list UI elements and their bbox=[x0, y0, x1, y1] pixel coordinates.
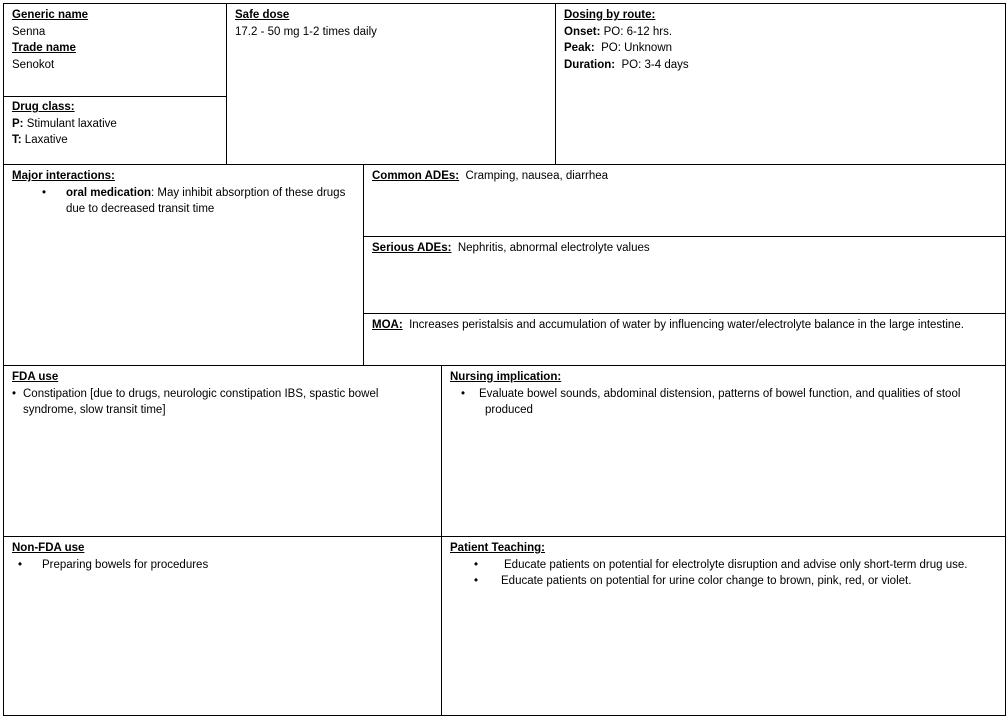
bullet-icon: • bbox=[474, 558, 479, 571]
generic-trade-cell bbox=[3, 3, 227, 97]
fda-use-cell bbox=[3, 365, 442, 537]
dosing-label: Dosing by route: bbox=[564, 9, 656, 21]
safe-dose-label: Safe dose bbox=[235, 9, 290, 21]
nursing-cell bbox=[441, 365, 1006, 537]
nursing-item: Evaluate bowel sounds, abdominal distension, patterns of bowel function, and qualities of stool produced bbox=[479, 387, 961, 416]
non-fda-use-list bbox=[12, 557, 433, 574]
bullet-icon: • bbox=[461, 387, 466, 400]
non-fda-use-cell bbox=[3, 536, 442, 716]
generic-name-label: Generic name bbox=[12, 9, 89, 21]
interaction-bold: oral medication bbox=[66, 186, 151, 199]
interactions-label: Major interactions: bbox=[12, 170, 115, 182]
onset-label: Onset: bbox=[564, 25, 601, 38]
common-ades-cell bbox=[363, 164, 1006, 237]
trade-name-label: Trade name bbox=[12, 42, 76, 54]
nursing-list bbox=[450, 386, 997, 419]
non-fda-use-item: Preparing bowels for procedures bbox=[42, 558, 209, 571]
nursing-label: Nursing implication: bbox=[450, 371, 562, 383]
list-item bbox=[12, 386, 433, 419]
list-item bbox=[12, 185, 355, 218]
list-item bbox=[450, 386, 997, 419]
duration-value: PO: 3-4 days bbox=[621, 58, 689, 71]
teaching-label: Patient Teaching: bbox=[450, 542, 545, 554]
onset-value: PO: 6-12 hrs. bbox=[603, 25, 673, 38]
drug-class-p-value: Stimulant laxative bbox=[26, 117, 117, 130]
drug-class-p-label: P: bbox=[12, 117, 24, 130]
peak-value: PO: Unknown bbox=[601, 42, 673, 54]
teaching-item-1: Educate patients on potential for electrolyte disruption and advise only short-term drug use. bbox=[504, 558, 968, 571]
teaching-item-2: Educate patients on potential for urine color change to brown, pink, red, or violet. bbox=[501, 575, 912, 587]
interactions-cell bbox=[3, 164, 364, 366]
serious-ades-value: Nephritis, abnormal electrolyte values bbox=[457, 242, 650, 254]
peak-label: Peak: bbox=[564, 42, 595, 54]
list-item bbox=[450, 573, 997, 590]
non-fda-use-label: Non-FDA use bbox=[12, 542, 85, 554]
trade-name-value: Senokot bbox=[12, 58, 55, 71]
teaching-cell bbox=[441, 536, 1006, 716]
duration-label: Duration: bbox=[564, 58, 616, 71]
moa-label: MOA: bbox=[372, 319, 403, 331]
fda-use-item: Constipation [due to drugs, neurologic constipation IBS, spastic bowel syndrome, slow transit time] bbox=[23, 387, 379, 416]
common-ades-value: Cramping, nausea, diarrhea bbox=[465, 170, 609, 182]
bullet-icon: • bbox=[12, 387, 17, 400]
dosing-cell bbox=[555, 3, 1006, 165]
bullet-icon: • bbox=[42, 186, 47, 199]
safe-dose-value: 17.2 - 50 mg 1-2 times daily bbox=[235, 25, 377, 38]
common-ades-label: Common ADEs: bbox=[372, 170, 460, 182]
serious-ades-cell bbox=[363, 236, 1006, 314]
drug-class-cell bbox=[3, 96, 227, 165]
bullet-icon: • bbox=[18, 558, 23, 571]
bullet-icon: • bbox=[474, 575, 479, 587]
fda-use-label: FDA use bbox=[12, 371, 59, 383]
interaction-text: : May inhibit absorption of these drugs due to decreased transit time bbox=[66, 186, 346, 215]
interactions-list bbox=[12, 185, 355, 218]
drug-class-t-value: Laxative bbox=[24, 134, 68, 146]
serious-ades-label: Serious ADEs: bbox=[372, 242, 452, 254]
list-item bbox=[450, 557, 997, 574]
generic-name-value: Senna bbox=[12, 25, 46, 38]
fda-use-list bbox=[12, 386, 433, 419]
teaching-list bbox=[450, 557, 997, 590]
moa-value: Increases peristalsis and accumulation of water by influencing water/electrolyte balance in the large intestine. bbox=[409, 319, 964, 331]
moa-cell bbox=[363, 313, 1006, 366]
list-item bbox=[12, 557, 433, 574]
drug-class-t-label: T: bbox=[12, 134, 22, 146]
safe-dose-cell bbox=[226, 3, 556, 165]
drug-class-label: Drug class: bbox=[12, 101, 75, 113]
